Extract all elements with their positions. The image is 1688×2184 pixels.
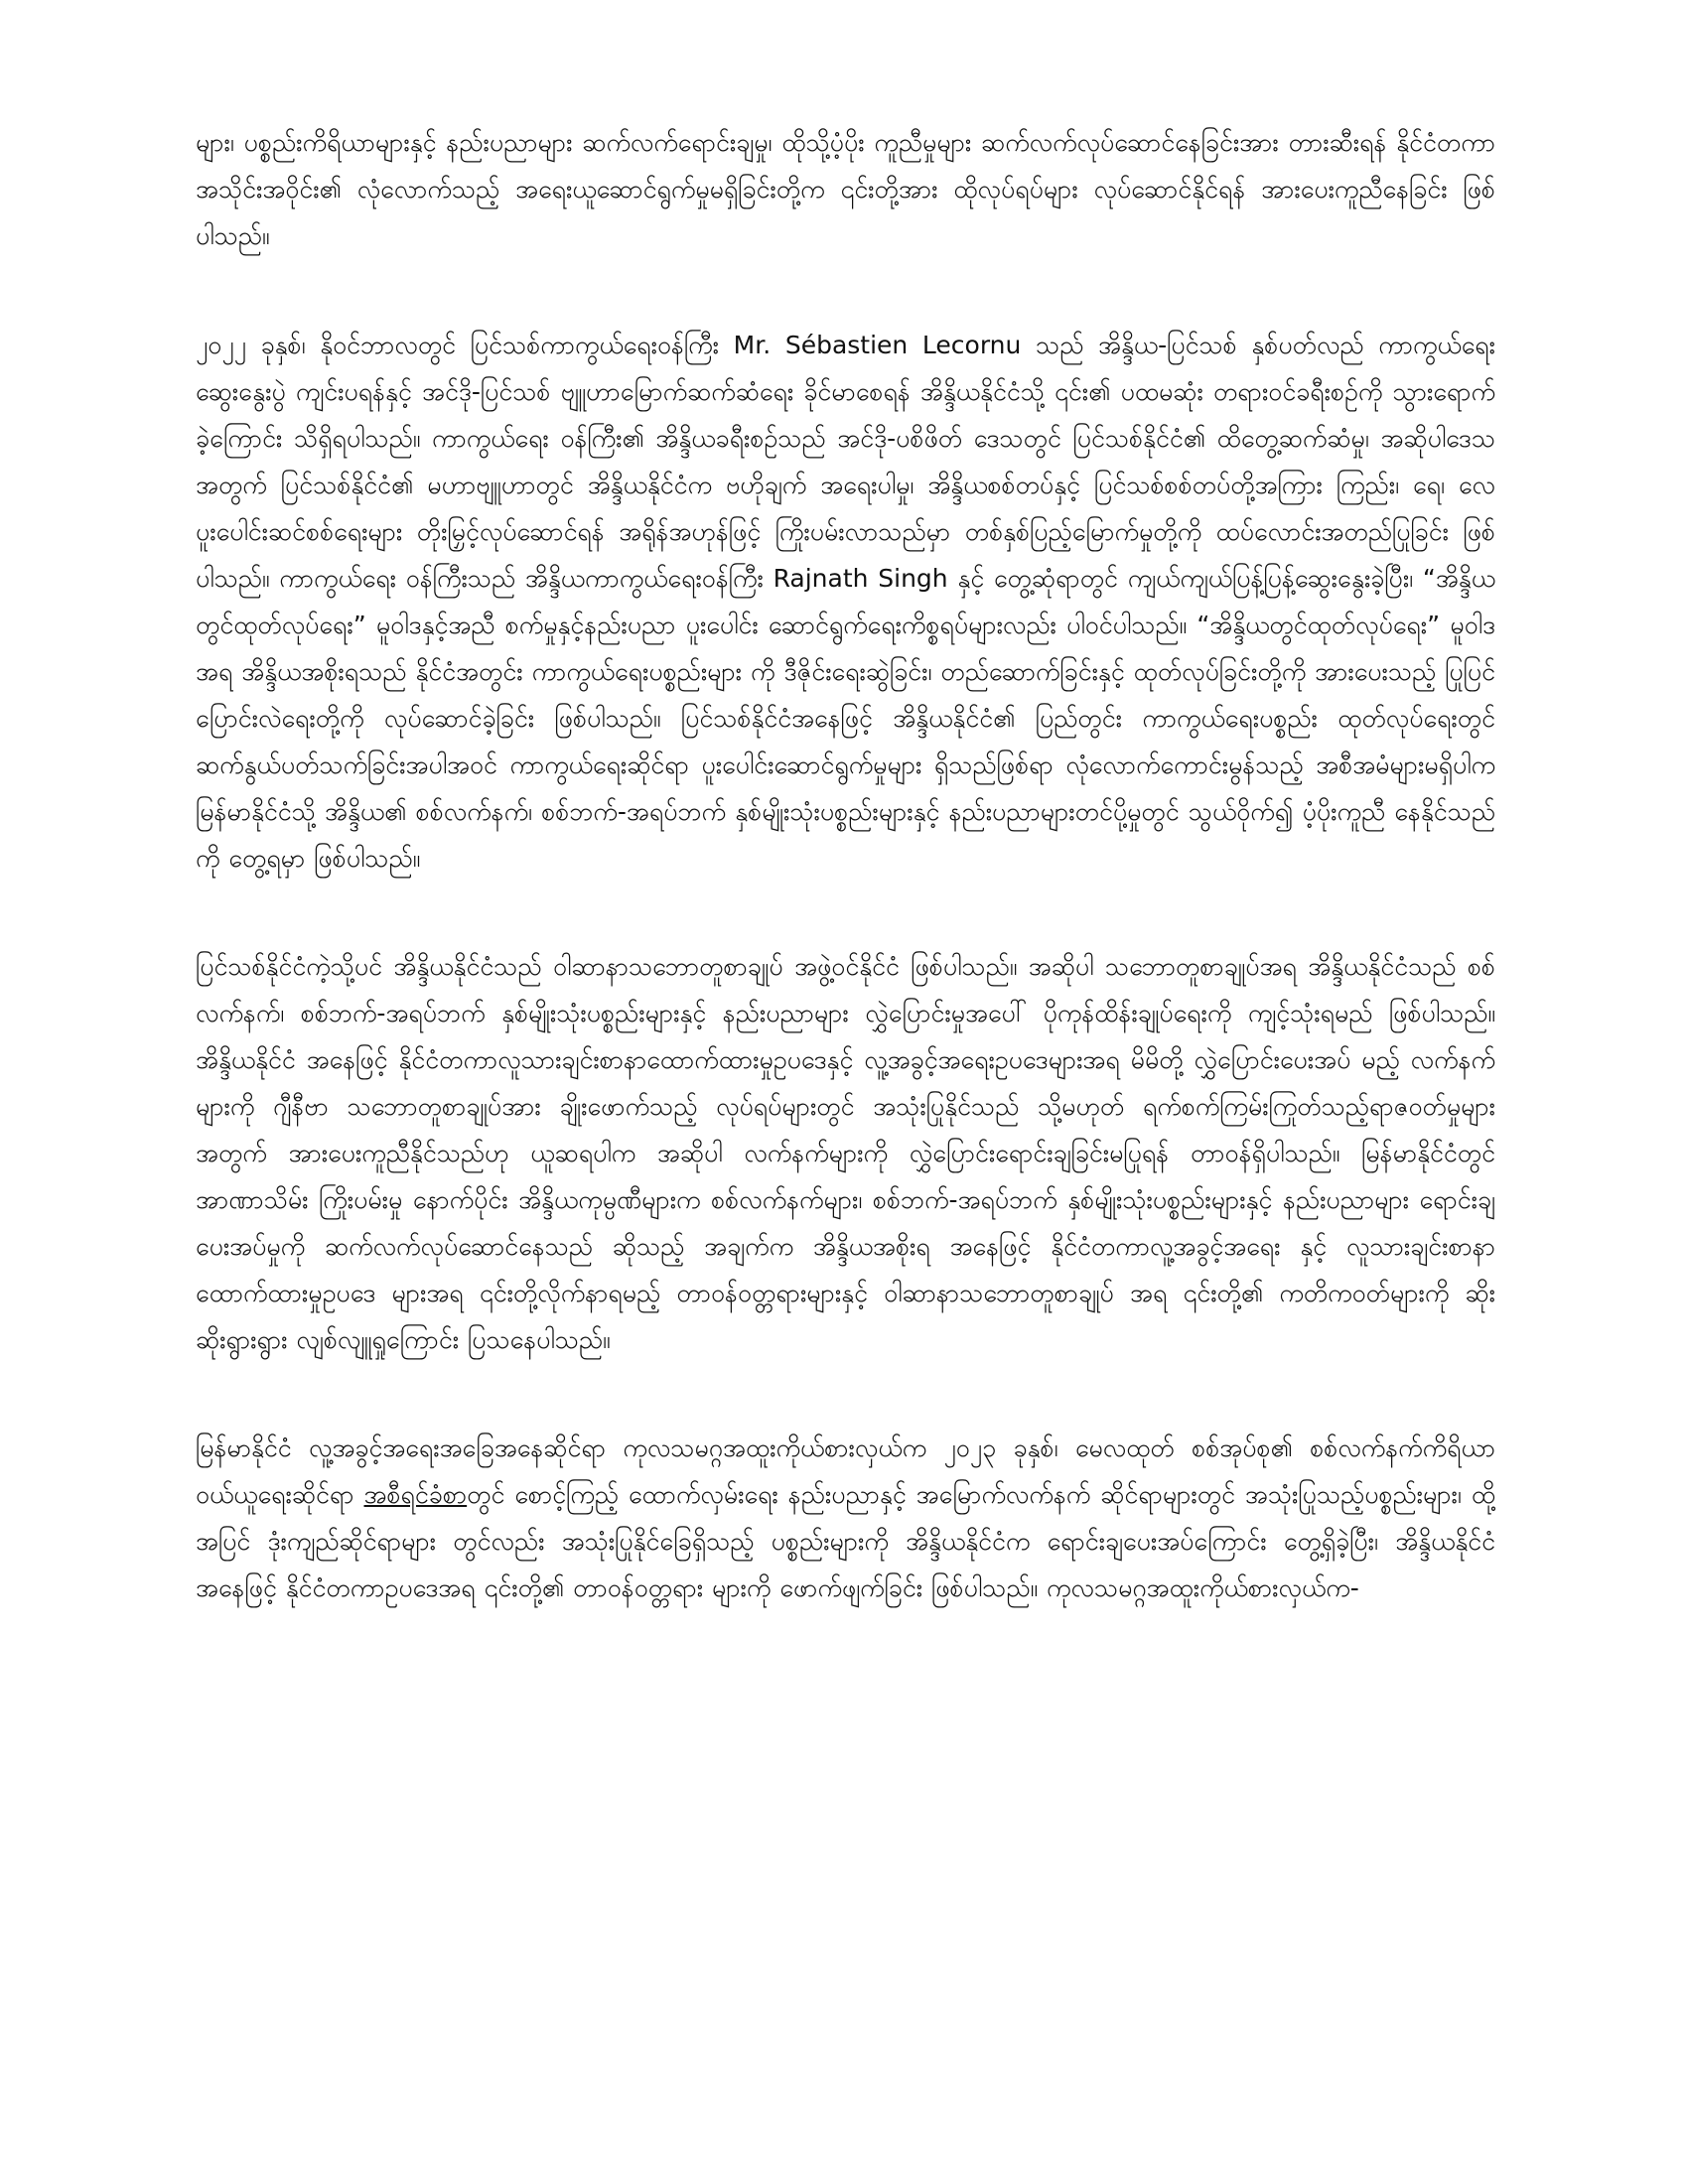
paragraph-4: [196, 1425, 1495, 1611]
paragraph-3: ပြင်သစ်နိုင်ငံကဲ့သို့ပင် အိန္ဒိယနိုင်ငံသည် ဝါဆာနာသဘောတူစာချုပ် အဖွဲ့ဝင်နိုင်ငံ ဖြစ်ပါသည်။ အဆိုပါ သဘောတူစာချုပ်အရ အိန္ဒိယနိုင်ငံသည် စစ်လက်နက်၊ စစ်ဘက်-အရပ်ဘက် နှစ်မျိုးသုံးပစ္စည်းများနှင့် နည်းပညာများ လွှဲပြောင်းမှုအပေါ် ပိုကုန်ထိန်းချုပ်ရေးကို ကျင့်သုံးရမည် ဖြစ်ပါသည်။ အိန္ဒိယနိုင်ငံ အနေဖြင့် နိုင်ငံတကာလူသားချင်းစာနာထောက်ထားမှုဥပဒေနှင့် လူ့အခွင့်အရေးဥပဒေများအရ မိမိတို့ လွှဲပြောင်းပေးအပ် မည့် လက်နက်များကို ဂျီနီဗာ သဘောတူစာချုပ်အား ချိုးဖောက်သည့် လုပ်ရပ်များတွင် အသုံးပြုနိုင်သည် သို့မဟုတ် ရက်စက်ကြမ်းကြုတ်သည့်ရာဇဝတ်မှုများ အတွက် အားပေးကူညီနိုင်သည်ဟု ယူဆရပါက အဆိုပါ လက်နက်များကို လွှဲပြောင်းရောင်းချခြင်းမပြုရန် တာဝန်ရှိပါသည်။ မြန်မာနိုင်ငံတွင် အာဏာသိမ်း ကြိုးပမ်းမှု နောက်ပိုင်း အိန္ဒိယကုမ္ပဏီများက စစ်လက်နက်များ၊ စစ်ဘက်-အရပ်ဘက် နှစ်မျိုးသုံးပစ္စည်းများနှင့် နည်းပညာများ ရောင်းချပေးအပ်မှုကို ဆက်လက်လုပ်ဆောင်နေသည် ဆိုသည့် အချက်က အိန္ဒိယအစိုးရ အနေဖြင့် နိုင်ငံတကာလူ့အခွင့်အရေး နှင့် လူသားချင်းစာနာထောက်ထားမှုဥပဒေ များအရ ၎င်းတို့လိုက်နာရမည့် တာဝန်ဝတ္တရားများနှင့် ဝါဆာနာသဘောတူစာချုပ် အရ ၎င်းတို့၏ ကတိကဝတ်များကို ဆိုးဆိုးရွားရွား လျစ်လျူရှုကြောင်း ပြသနေပါသည်။: [196, 952, 1495, 1354]
paragraph-1: များ၊ ပစ္စည်းကိရိယာများနှင့် နည်းပညာများ ဆက်လက်ရောင်းချမှု၊ ထိုသို့ပံ့ပိုး ကူညီမှုများ ဆက်လက်လုပ်ဆောင်နေခြင်းအား တားဆီးရန် နိုင်ငံတကာအသိုင်းအဝိုင်း၏ လုံလောက်သည့် အရေးယူဆောင်ရွက်မှုမရှိခြင်းတို့က ၎င်းတို့အား ထိုလုပ်ရပ်များ လုပ်ဆောင်နိုင်ရန် အားပေးကူညီနေခြင်း ဖြစ်ပါသည်။: [196, 128, 1495, 250]
paragraph-2: ၂၀၂၂ ခုနှစ်၊ နိုဝင်ဘာလတွင် ပြင်သစ်ကာကွယ်ရေးဝန်ကြီး Mr. Sébastien Lecornu သည် အိန္ဒိယ-ပြင်သစ် နှစ်ပတ်လည် ကာကွယ်ရေးဆွေးနွေးပွဲ ကျင်းပရန်နှင့် အင်ဒို-ပြင်သစ် ဗျူဟာမြောက်ဆက်ဆံရေး ခိုင်မာစေရန် အိန္ဒိယနိုင်ငံသို့ ၎င်း၏ ပထမဆုံး တရားဝင်ခရီးစဉ်ကို သွားရောက်ခဲ့ကြောင်း သိရှိရပါသည်။ ကာကွယ်ရေး ဝန်ကြီး၏ အိန္ဒိယခရီးစဉ်သည် အင်ဒို-ပစိဖိတ် ဒေသတွင် ပြင်သစ်နိုင်ငံ၏ ထိတွေ့ဆက်ဆံမှု၊ အဆိုပါဒေသ အတွက် ပြင်သစ်နိုင်ငံ၏ မဟာဗျူဟာတွင် အိန္ဒိယနိုင်ငံက ဗဟိုချက် အရေးပါမှု၊ အိန္ဒိယစစ်တပ်နှင့် ပြင်သစ်စစ်တပ်တို့အကြား ကြည်း၊ ရေ၊ လေ ပူးပေါင်းဆင်စစ်ရေးများ တိုးမြှင့်လုပ်ဆောင်ရန် အရိုန်အဟုန်ဖြင့် ကြိုးပမ်းလာသည်မှာ တစ်နှစ်ပြည့်မြောက်မှုတို့ကို ထပ်လောင်းအတည်ပြုခြင်း ဖြစ်ပါသည်။ ကာကွယ်ရေး ဝန်ကြီးသည် အိန္ဒိယကာကွယ်ရေးဝန်ကြီး Rajnath Singh နှင့် တွေ့ဆုံရာတွင် ကျယ်ကျယ်ပြန့်ပြန့်ဆွေးနွေးခဲ့ပြီး၊ “အိန္ဒိယတွင်ထုတ်လုပ်ရေး” မူဝါဒနှင့်အညီ စက်မှုနှင့်နည်းပညာ ပူးပေါင်း ဆောင်ရွက်ရေးကိစ္စရပ်များလည်း ပါဝင်ပါသည်။ “အိန္ဒိယတွင်ထုတ်လုပ်ရေး” မူဝါဒအရ အိန္ဒိယအစိုးရသည် နိုင်ငံအတွင်း ကာကွယ်ရေးပစ္စည်းများ ကို ဒီဇိုင်းရေးဆွဲခြင်း၊ တည်ဆောက်ခြင်းနှင့် ထုတ်လုပ်ခြင်းတို့ကို အားပေးသည့် ပြုပြင်ပြောင်းလဲရေးတို့ကို လုပ်ဆောင်ခဲ့ခြင်း ဖြစ်ပါသည်။ ပြင်သစ်နိုင်ငံအနေဖြင့် အိန္ဒိယနိုင်ငံ၏ ပြည်တွင်း ကာကွယ်ရေးပစ္စည်း ထုတ်လုပ်ရေးတွင် ဆက်နွယ်ပတ်သက်ခြင်းအပါအဝင် ကာကွယ်ရေးဆိုင်ရာ ပူးပေါင်းဆောင်ရွက်မှုများ ရှိသည်ဖြစ်ရာ လုံလောက်ကောင်းမွန်သည့် အစီအမံများမရှိပါက မြန်မာနိုင်ငံသို့ အိန္ဒိယ၏ စစ်လက်နက်၊ စစ်ဘက်-အရပ်ဘက် နှစ်မျိုးသုံးပစ္စည်းများနှင့် နည်းပညာများတင်ပို့မှုတွင် သွယ်ဝိုက်၍ ပံ့ပိုးကူညီ နေနိုင်သည်ကို တွေ့ရမှာ ဖြစ်ပါသည်။: [196, 331, 1495, 873]
paragraph-4-text-before: မြန်မာနိုင်ငံ လူ့အခွင့်အရေးအခြေအနေဆိုင်ရာ ကုလသမဂ္ဂအထူးကိုယ်စားလှယ်က ၂၀၂၃ ခုနှစ်၊ မေလထုတ် စစ်အုပ်စု၏ စစ်လက်နက်ကိရိယာဝယ်ယူရေးဆိုင်ရာ: [196, 1433, 1495, 1509]
report-link[interactable]: အစီရင်ခံစာ: [363, 1480, 468, 1509]
paragraph-4-text-after: တွင် စောင့်ကြည့် ထောက်လှမ်းရေး နည်းပညာနှင့် အမြောက်လက်နက် ဆိုင်ရာများတွင် အသုံးပြုသည့်ပစ္စည်းများ၊ ထို့အပြင် ဒုံးကျည်ဆိုင်ရာများ တွင်လည်း အသုံးပြုနိုင်ခြေရှိသည့် ပစ္စည်းများကို အိန္ဒိယနိုင်ငံက ရောင်းချပေးအပ်ကြောင်း တွေ့ရှိခဲ့ပြီး၊ အိန္ဒိယနိုင်ငံအနေဖြင့် နိုင်ငံတကာဥပဒေအရ ၎င်းတို့၏ တာဝန်ဝတ္တရား များကို ဖောက်ဖျက်ခြင်း ဖြစ်ပါသည်။ ကုလသမဂ္ဂအထူးကိုယ်စားလှယ်က-: [196, 1480, 1495, 1602]
